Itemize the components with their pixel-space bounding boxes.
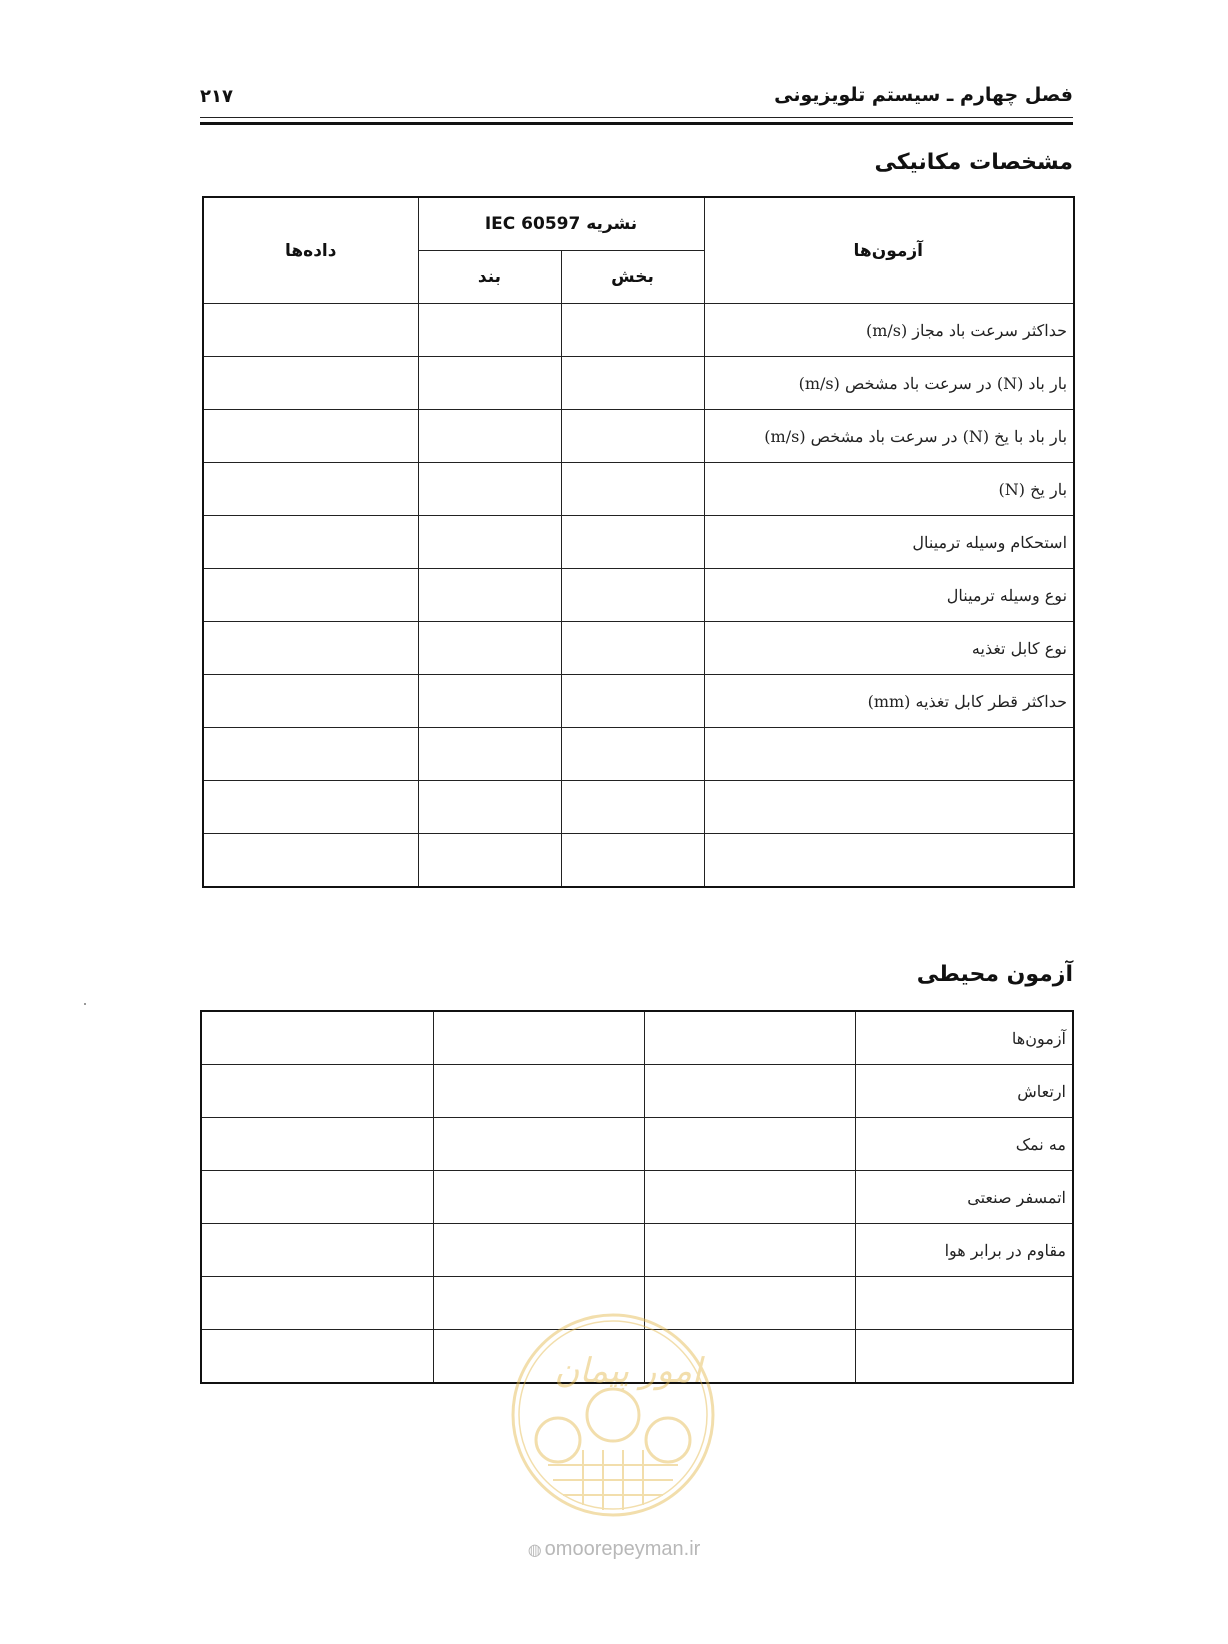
test-label: بار باد (N) در سرعت باد مشخص (m/s): [704, 357, 1074, 410]
clause-cell: [418, 622, 561, 675]
section-cell: [561, 622, 704, 675]
data-cell: [203, 463, 418, 516]
environmental-label: مقاوم در برابر هوا: [855, 1224, 1073, 1277]
empty-cell: [201, 1171, 433, 1224]
environmental-label: ارتعاش: [855, 1065, 1073, 1118]
data-cell: [203, 781, 418, 834]
environmental-row: [201, 1118, 1073, 1171]
environmental-row: [201, 1065, 1073, 1118]
clause-cell: [418, 304, 561, 357]
clause-cell: [418, 410, 561, 463]
header-publication: نشریه IEC 60597: [418, 197, 704, 251]
data-cell: [203, 410, 418, 463]
data-cell: [203, 728, 418, 781]
mechanical-row: [203, 516, 1074, 569]
mechanical-row: [203, 834, 1074, 888]
clause-cell: [418, 834, 561, 888]
scan-speck: [84, 1003, 86, 1005]
empty-cell: [644, 1224, 855, 1277]
section-cell: [561, 569, 704, 622]
mechanical-row: [203, 463, 1074, 516]
mechanical-section-title: مشخصات مکانیکی: [874, 150, 1073, 175]
section-cell: [561, 410, 704, 463]
section-cell: [561, 304, 704, 357]
empty-cell: [201, 1118, 433, 1171]
mechanical-row: [203, 622, 1074, 675]
header-rule-thick: [200, 122, 1073, 125]
test-label: [704, 781, 1074, 834]
clause-cell: [418, 728, 561, 781]
empty-cell: [433, 1065, 644, 1118]
empty-cell: [644, 1011, 855, 1065]
empty-cell: [201, 1330, 433, 1384]
test-label: بار یخ (N): [704, 463, 1074, 516]
clause-cell: [418, 781, 561, 834]
test-label: [704, 834, 1074, 888]
section-cell: [561, 675, 704, 728]
test-label: حداکثر قطر کابل تغذیه (mm): [704, 675, 1074, 728]
test-label: [704, 728, 1074, 781]
test-label: نوع کابل تغذیه: [704, 622, 1074, 675]
empty-cell: [201, 1224, 433, 1277]
mechanical-row: [203, 781, 1074, 834]
watermark-logo: [508, 1310, 718, 1520]
page-number: ۲۱۷: [200, 86, 233, 107]
environmental-label: [855, 1330, 1073, 1384]
clause-cell: [418, 569, 561, 622]
data-cell: [203, 569, 418, 622]
empty-cell: [433, 1011, 644, 1065]
page-title: فصل چهارم ـ سیستم تلویزیونی: [774, 84, 1073, 106]
empty-cell: [201, 1011, 433, 1065]
empty-cell: [644, 1065, 855, 1118]
environmental-label: [855, 1277, 1073, 1330]
data-cell: [203, 516, 418, 569]
data-cell: [203, 622, 418, 675]
header-data: داده‌ها: [203, 197, 418, 304]
environmental-label: اتمسفر صنعتی: [855, 1171, 1073, 1224]
clause-cell: [418, 675, 561, 728]
mechanical-row: [203, 675, 1074, 728]
mechanical-row: [203, 304, 1074, 357]
clause-cell: [418, 357, 561, 410]
test-label: حداکثر سرعت باد مجاز (m/s): [704, 304, 1074, 357]
section-cell: [561, 357, 704, 410]
empty-cell: [433, 1118, 644, 1171]
section-cell: [561, 516, 704, 569]
mechanical-row: [203, 357, 1074, 410]
environmental-row: [201, 1011, 1073, 1065]
empty-cell: [433, 1224, 644, 1277]
mechanical-row: [203, 410, 1074, 463]
data-cell: [203, 675, 418, 728]
empty-cell: [201, 1065, 433, 1118]
empty-cell: [201, 1277, 433, 1330]
header-clause: بند: [418, 251, 561, 304]
svg-text:امور پیمان: امور پیمان: [554, 1351, 702, 1391]
empty-cell: [433, 1171, 644, 1224]
empty-cell: [644, 1118, 855, 1171]
test-label: بار باد با یخ (N) در سرعت باد مشخص (m/s): [704, 410, 1074, 463]
data-cell: [203, 834, 418, 888]
data-cell: [203, 304, 418, 357]
environmental-label: آزمون‌ها: [855, 1011, 1073, 1065]
section-cell: [561, 834, 704, 888]
environmental-label: مه نمک: [855, 1118, 1073, 1171]
test-label: استحکام وسیله ترمینال: [704, 516, 1074, 569]
section-cell: [561, 728, 704, 781]
header-rule-thin: [200, 117, 1073, 118]
clause-cell: [418, 516, 561, 569]
environmental-section-title: آزمون محیطی: [916, 962, 1073, 987]
section-cell: [561, 781, 704, 834]
data-cell: [203, 357, 418, 410]
header-tests: آزمون‌ها: [704, 197, 1074, 304]
section-cell: [561, 463, 704, 516]
watermark-url: ◍ omoorepeyman.ir: [527, 1538, 701, 1560]
empty-cell: [644, 1171, 855, 1224]
mechanical-specs-table: [202, 196, 1075, 888]
mechanical-row: [203, 569, 1074, 622]
clause-cell: [418, 463, 561, 516]
test-label: نوع وسیله ترمینال: [704, 569, 1074, 622]
environmental-row: [201, 1171, 1073, 1224]
environmental-row: [201, 1224, 1073, 1277]
mechanical-row: [203, 728, 1074, 781]
header-section: بخش: [561, 251, 704, 304]
